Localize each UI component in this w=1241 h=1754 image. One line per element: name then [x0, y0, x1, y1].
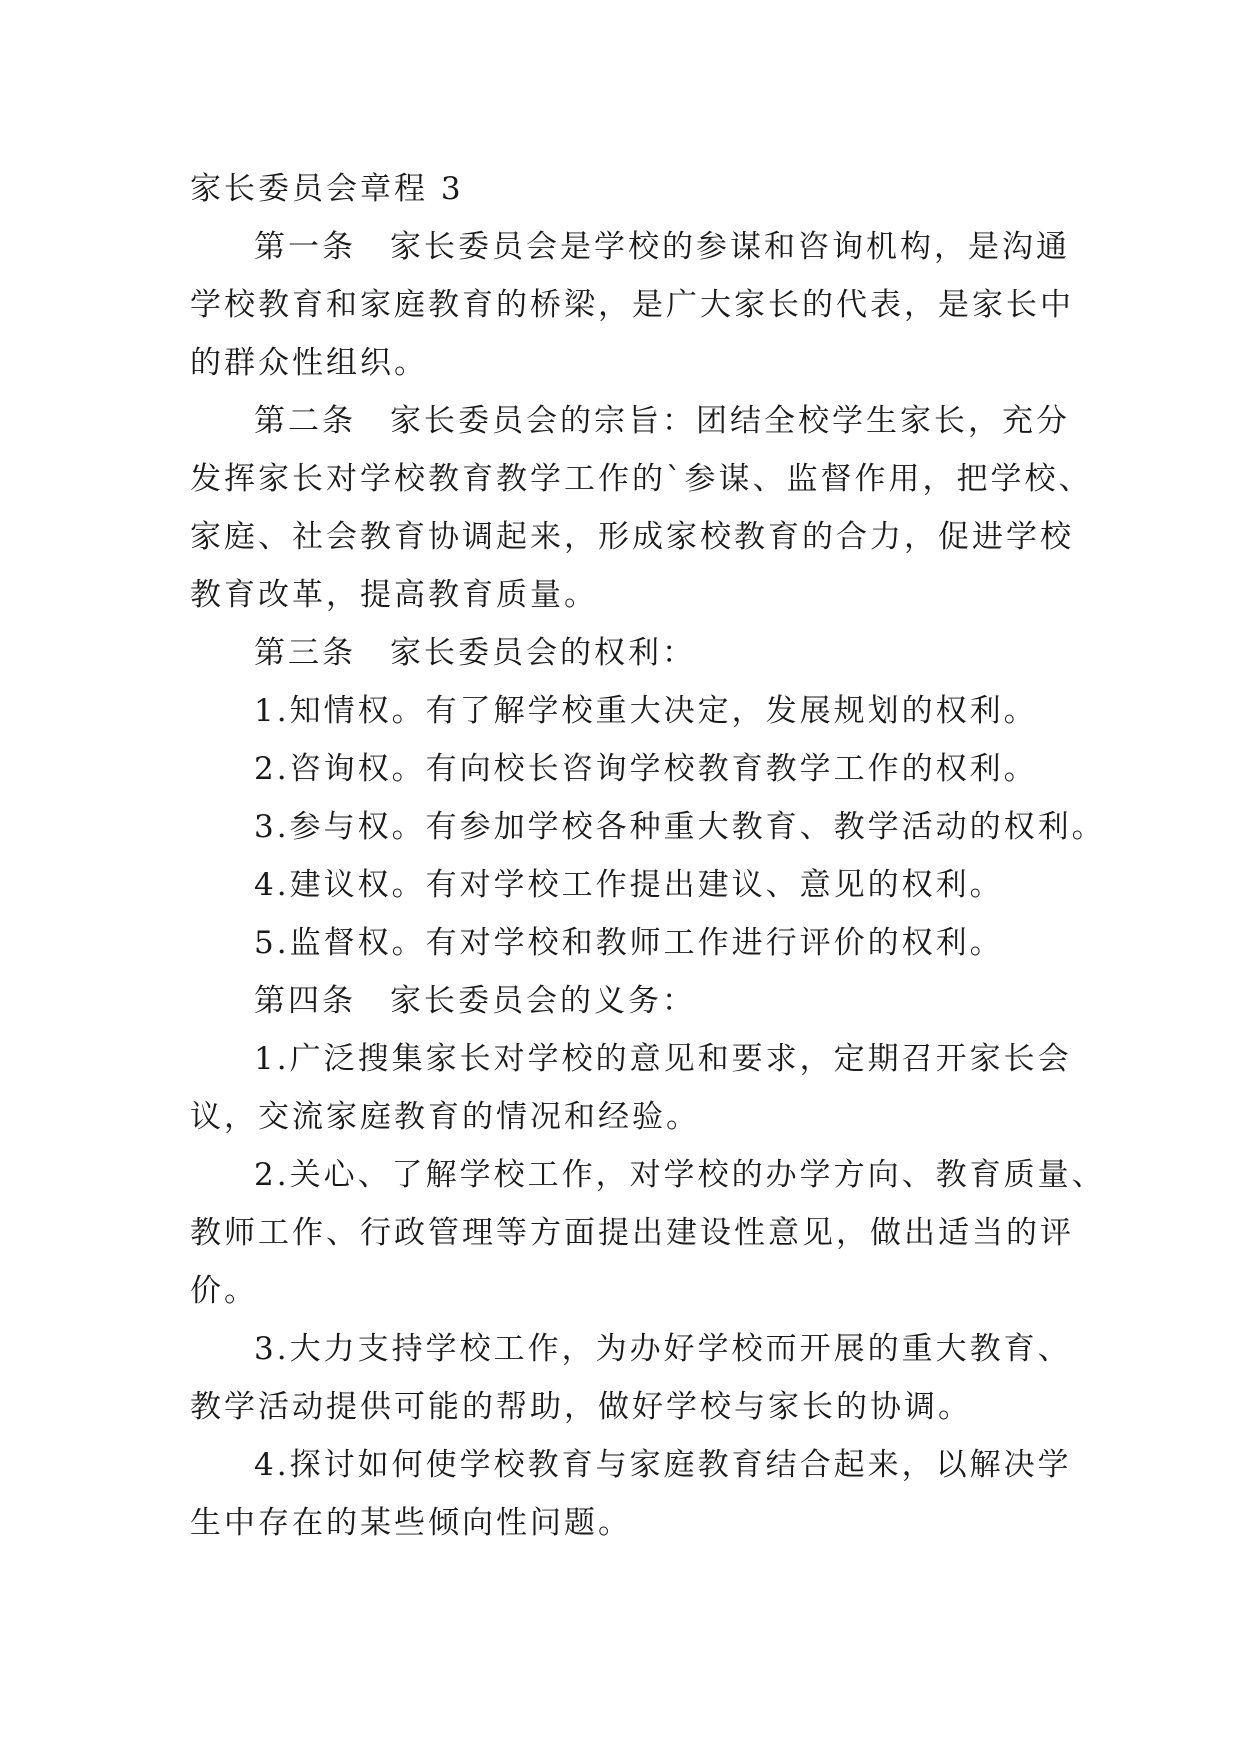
document-line: 教学活动提供可能的帮助，做好学校与家长的协调。: [190, 1389, 972, 1425]
document-body: [190, 160, 1106, 1552]
document-line: 第三条 家长委员会的权利：: [254, 635, 696, 671]
document-line: 生中存在的某些倾向性问题。: [190, 1505, 632, 1541]
document-line: 第四条 家长委员会的义务：: [254, 983, 696, 1019]
document-line: 学校教育和家庭教育的桥梁，是广大家长的代表，是家长中: [190, 287, 1074, 323]
document-line: 1.知情权。有了解学校重大决定，发展规划的权利。: [254, 693, 1038, 729]
document-line: 4.探讨如何使学校教育与家庭教育结合起来，以解决学: [254, 1447, 1072, 1483]
document-line: 2.关心、了解学校工作，对学校的办学方向、教育质量、: [254, 1157, 1106, 1193]
document-line: 3.大力支持学校工作，为办好学校而开展的重大教育、: [254, 1331, 1072, 1367]
document-line: 4.建议权。有对学校工作提出建议、意见的权利。: [254, 867, 1004, 903]
document-line: 的群众性组织。: [190, 345, 428, 381]
document-lines: [190, 218, 1106, 1552]
document-line: 1.广泛搜集家长对学校的意见和要求，定期召开家长会: [254, 1041, 1072, 1077]
document-line: 第二条 家长委员会的宗旨：团结全校学生家长，充分: [254, 403, 1070, 439]
document-line: 议，交流家庭教育的情况和经验。: [190, 1099, 700, 1135]
document-line: 3.参与权。有参加学校各种重大教育、教学活动的权利。: [254, 809, 1106, 845]
document-line: 教育改革，提高教育质量。: [190, 577, 598, 613]
document-line: 家庭、社会教育协调起来，形成家校教育的合力，促进学校: [190, 519, 1074, 555]
document-title: 家长委员会章程 3: [190, 171, 464, 207]
document-line: 发挥家长对学校教育教学工作的`参谋、监督作用，把学校、: [190, 461, 1093, 497]
document-line: 5.监督权。有对学校和教师工作进行评价的权利。: [254, 925, 1004, 961]
document-line: 第一条 家长委员会是学校的参谋和咨询机构，是沟通: [254, 229, 1070, 265]
document-line: 教师工作、行政管理等方面提出建设性意见，做出适当的评: [190, 1215, 1074, 1251]
document-line: 价。: [190, 1273, 258, 1309]
document-line: 2.咨询权。有向校长咨询学校教育教学工作的权利。: [254, 751, 1038, 787]
